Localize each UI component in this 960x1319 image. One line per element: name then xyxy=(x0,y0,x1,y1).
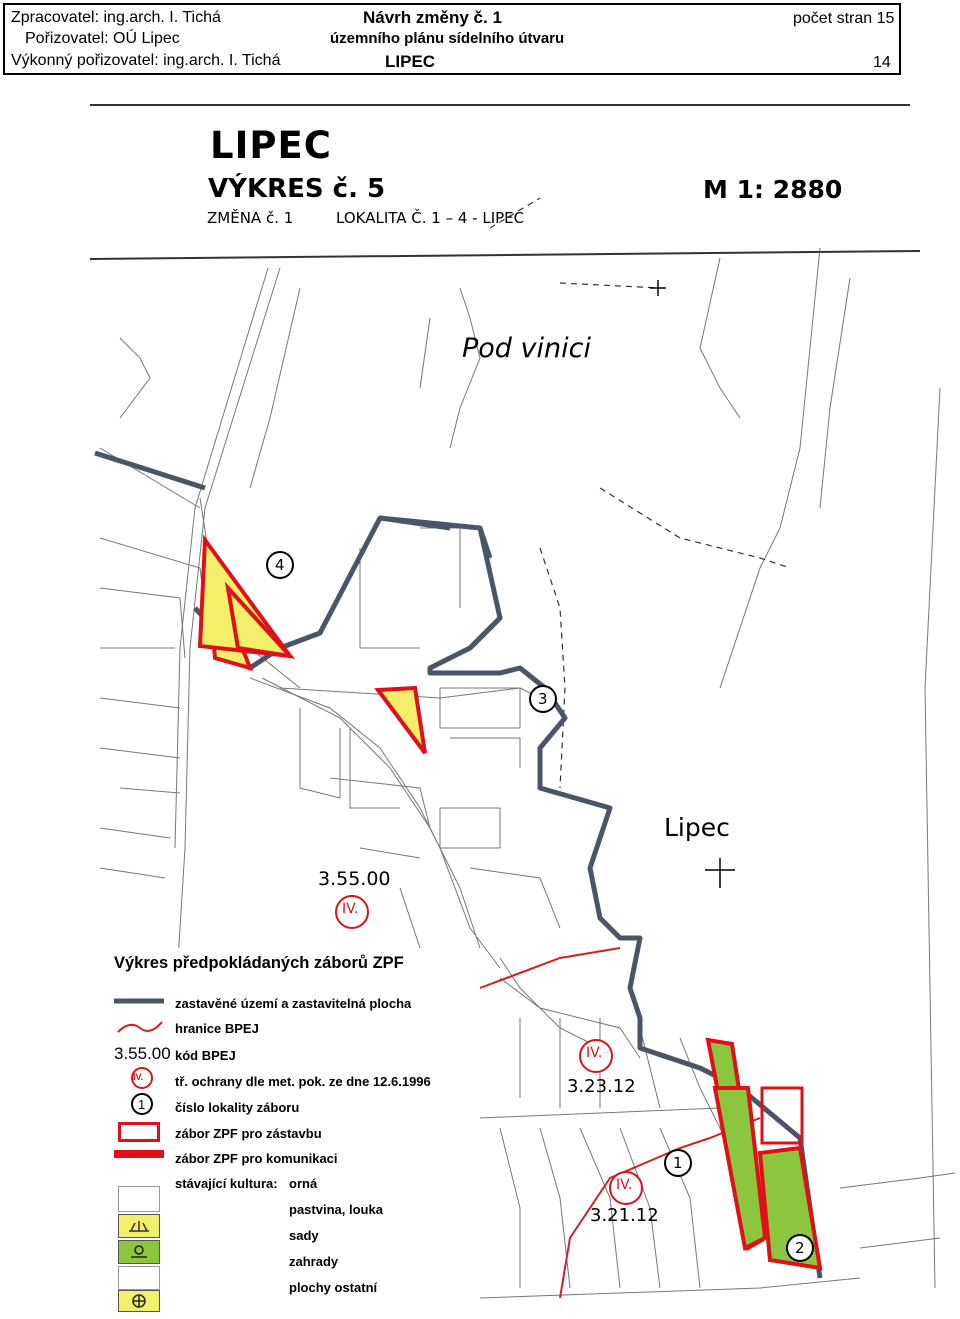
built-area-symbol xyxy=(114,994,164,1008)
map-label-pod-vinici: Pod vinici xyxy=(462,333,591,364)
bpej-code-symbol: 3.55.00 xyxy=(114,1044,171,1063)
bpej-code-label: 3.21.12 xyxy=(590,1205,659,1226)
legend-culture-label: stávající kultura: xyxy=(175,1176,278,1191)
locality-3-polygon xyxy=(378,688,425,753)
legend-built-area: zastavěné území a zastavitelná plocha xyxy=(175,996,412,1011)
locality-1-number: 1 xyxy=(673,1154,683,1172)
legend-arable: orná xyxy=(289,1176,318,1191)
legend-pasture: pastvina, louka xyxy=(289,1202,383,1217)
legend-zpf-building: zábor ZPF pro zástavbu xyxy=(175,1126,322,1141)
bpej-border-symbol xyxy=(114,1018,164,1036)
protection-class-label: IV. xyxy=(586,1045,603,1061)
map-label-lipec: Lipec xyxy=(664,813,730,842)
drawing-sheet-title: VÝKRES č. 5 xyxy=(208,174,386,204)
locality-1-polygon xyxy=(715,1088,765,1248)
locality-2-number: 2 xyxy=(795,1239,805,1257)
locality-number-sample: 1 xyxy=(138,1097,146,1112)
survey-crosses xyxy=(650,280,735,888)
legend-zpf-road: zábor ZPF pro komunikaci xyxy=(175,1151,338,1166)
arable-swatch xyxy=(118,1186,160,1212)
header-executive-procurer: Výkonný pořizovatel: ing.arch. I. Tichá xyxy=(11,52,281,69)
header-town: LIPEC xyxy=(385,52,436,71)
orchard-swatch xyxy=(118,1240,160,1264)
protection-class-label: IV. xyxy=(616,1177,633,1193)
bpej-code-label: 3.55.00 xyxy=(318,868,391,890)
other-swatch xyxy=(118,1290,160,1312)
pasture-swatch xyxy=(118,1214,160,1238)
drawing-locality: LOKALITA Č. 1 – 4 - LIPEC xyxy=(336,209,525,227)
protection-class-label: IV. xyxy=(342,901,359,917)
locality-4-number: 4 xyxy=(275,556,285,574)
legend-panel xyxy=(96,948,480,1312)
header-page-count: počet stran 15 xyxy=(793,10,895,27)
legend-bpej-code: kód BPEJ xyxy=(175,1048,236,1063)
legend-protection-class: tř. ochrany dle met. pok. ze dne 12.6.1996 xyxy=(175,1074,431,1089)
header-procurer: Pořizovatel: OÚ Lipec xyxy=(25,30,180,47)
header-page-number: 14 xyxy=(873,54,891,71)
drawing-scale: M 1: 2880 xyxy=(703,175,843,204)
scanned-map-sheet xyxy=(0,88,960,1319)
legend-bpej-border: hranice BPEJ xyxy=(175,1021,259,1036)
legend-other: plochy ostatní xyxy=(289,1280,378,1295)
header-processor: Zpracovatel: ing.arch. I. Tichá xyxy=(11,9,221,26)
locality-3-number: 3 xyxy=(538,690,548,708)
zpf-building-symbol xyxy=(118,1122,160,1142)
page-header xyxy=(3,3,901,75)
bpej-code-label: 3.23.12 xyxy=(567,1076,636,1097)
legend-title: Výkres předpokládaných záborů ZPF xyxy=(114,954,404,972)
legend-gardens: zahrady xyxy=(289,1254,339,1269)
legend-orchards: sady xyxy=(289,1228,319,1243)
garden-swatch xyxy=(118,1266,160,1290)
protection-class-sample: IV. xyxy=(133,1072,144,1082)
drawing-town-title: LIPEC xyxy=(210,124,332,167)
header-document-title: Návrh změny č. 1 xyxy=(363,8,502,27)
legend-locality-number: číslo lokality záboru xyxy=(175,1100,300,1115)
header-plan-name: územního plánu sídelního útvaru xyxy=(330,30,565,47)
drawing-change: ZMĚNA č. 1 xyxy=(207,209,294,227)
locality-4-east xyxy=(228,588,290,656)
zpf-road-symbol xyxy=(114,1150,164,1158)
